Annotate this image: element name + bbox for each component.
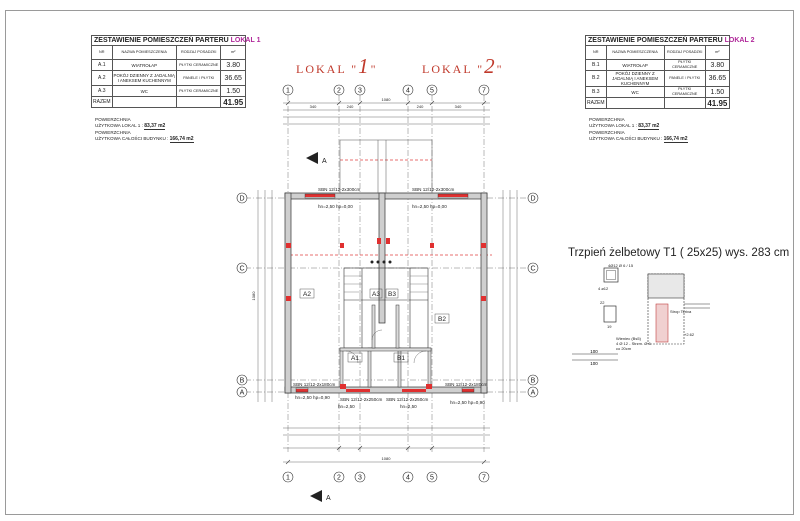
- table-title-text: ZESTAWIENIE POMIESZCZEŃ PARTERU: [94, 37, 229, 44]
- header-nr: NR: [92, 46, 113, 60]
- cell-area: 36.65: [705, 71, 729, 87]
- lintel-height: hn=2,50 hp=0,00: [412, 204, 447, 209]
- dimension-value: 240: [346, 104, 354, 109]
- lintel-label: SBN 12/12-2x300cm: [318, 187, 361, 192]
- axis-bubble: [403, 472, 413, 482]
- axis-label: 7: [482, 87, 486, 95]
- room-label-b1: [394, 353, 408, 362]
- cell-nr: B.3: [586, 87, 607, 98]
- header-nr: NR: [586, 46, 607, 60]
- room-label-text: A1: [351, 355, 359, 362]
- axis-label: 3: [358, 87, 362, 95]
- room-label-text: A3: [372, 291, 380, 298]
- lintel-height: hn=2,50 hp=0,90: [450, 400, 485, 405]
- lintel-label: SBN 12/12-2x180cm: [445, 382, 488, 387]
- cell-floor: PŁYTKI CERAMICZNE: [176, 86, 220, 97]
- cell-floor: PŁYTKI CERAMICZNE: [664, 60, 705, 71]
- axis-label: D: [530, 195, 536, 203]
- detail-label: 22: [600, 300, 605, 305]
- cell-name: POKÓJ DZIENNY Z JADALNIĄ I ANEKSEM KUCHENNYM: [112, 71, 176, 86]
- note-line: POWIERZCHNIA: [589, 129, 625, 135]
- cell-floor: PANELE / PŁYTKI: [176, 71, 220, 86]
- section-label: A: [322, 158, 327, 165]
- room-label-a2: [300, 289, 314, 298]
- dimension-labels: [251, 97, 462, 461]
- axis-label: 5: [430, 87, 434, 95]
- axis-bubble: [427, 85, 437, 95]
- dimension-value: 1080: [251, 291, 256, 301]
- axis-bubble: [237, 193, 247, 203]
- room-label-b2: [435, 314, 449, 323]
- note-label: UŻYTKOWA CAŁOŚCI BUDYNKU :: [95, 136, 169, 142]
- lintel-label: SBN 12/12-2x250cm: [340, 397, 383, 402]
- axis-label: A: [239, 389, 245, 397]
- lintel-label: SBN 12/12-2x300cm: [412, 187, 455, 192]
- axis-label: C: [530, 265, 536, 273]
- column-section: [604, 268, 618, 282]
- axis-bubble: [427, 472, 437, 482]
- axis-label: 2: [337, 87, 341, 95]
- axis-bubbles-top: [283, 85, 489, 95]
- cell-nr: B.2: [586, 71, 607, 87]
- note-label: UŻYTKOWA LOKAL 1 :: [95, 123, 143, 129]
- table-title-lokal: LOKAL 1: [230, 37, 261, 44]
- cell-total-label: RAZEM: [92, 97, 113, 108]
- note-line: POWIERZCHNIA: [95, 117, 131, 122]
- axis-bubble: [237, 375, 247, 385]
- axis-label: B: [239, 377, 245, 385]
- note-label: UŻYTKOWA LOKAL 1 :: [589, 123, 637, 129]
- detail-label: Wieniec (Bs5): [616, 336, 641, 341]
- cell-nr: A.2: [92, 71, 113, 86]
- lintel-height: hn=2,50: [338, 404, 355, 409]
- lokal-word: LOKAL: [422, 62, 473, 76]
- cell-total: 41.95: [221, 97, 246, 108]
- column-detail-title: Trzpień żelbetowy T1 ( 25x25) wys. 283 cm: [568, 247, 790, 259]
- entrance-porch: [340, 140, 432, 193]
- lokal-1-label: LOKAL "1": [296, 54, 378, 78]
- note-line: POWIERZCHNIA: [589, 117, 625, 122]
- detail-label: 4 ø12: [598, 286, 609, 291]
- note-value: 166,74 m2: [663, 136, 688, 143]
- axis-bubble: [237, 387, 247, 397]
- axis-bubble: [479, 85, 489, 95]
- axis-label: 4: [406, 87, 410, 95]
- header-floor: RODZAJ POSADZKI: [664, 46, 705, 60]
- axis-bubbles-left: [237, 193, 247, 397]
- lokal-2-label: LOKAL "2": [422, 54, 504, 78]
- dimension-value: 240: [416, 104, 424, 109]
- lokal-number: 1: [358, 54, 371, 78]
- cell-area: 1.50: [221, 86, 246, 97]
- cell-nr: A.3: [92, 86, 113, 97]
- table-title-text: ZESTAWIENIE POMIESZCZEŃ PARTERU: [588, 37, 723, 44]
- axis-bubble: [528, 375, 538, 385]
- scale-label: 100: [590, 349, 598, 354]
- header-floor: RODZAJ POSADZKI: [176, 46, 220, 60]
- header-area: m²: [221, 46, 246, 60]
- axis-bubble: [528, 387, 538, 397]
- lintel-height: hn=2,50 hp=0,00: [318, 204, 353, 209]
- axis-label: 4: [406, 474, 410, 482]
- note-value: 83,37 m2: [144, 123, 166, 130]
- cell-nr: B.1: [586, 60, 607, 71]
- stair-core: [344, 268, 428, 348]
- cell-name: WC: [606, 87, 664, 98]
- room-label-text: A2: [303, 291, 311, 298]
- detail-label: Strop Teriva: [670, 309, 692, 314]
- room-label-b3: [386, 289, 398, 298]
- cell-name: WC: [112, 86, 176, 97]
- detail-label: 19: [607, 324, 612, 329]
- axis-label: 1: [286, 87, 290, 95]
- axis-label: D: [239, 195, 245, 203]
- column-detail: [560, 260, 760, 370]
- cell-total-label: RAZEM: [586, 98, 607, 109]
- cell-floor: PANELE / PŁYTKI: [664, 71, 705, 87]
- cell-area: 36.65: [221, 71, 246, 86]
- axis-label: 5: [430, 474, 434, 482]
- axis-bubble: [528, 263, 538, 273]
- lintel-label: SBN 12/12-2x180cm: [293, 382, 336, 387]
- axis-bubble: [334, 472, 344, 482]
- detail-label: 4Ø12 Ø 6 / 15: [608, 263, 634, 268]
- lintel-label: SBN 12/12-2x250cm: [386, 397, 429, 402]
- header-name: NAZWA POMIESZCZENIA: [606, 46, 664, 60]
- note-value: 83,37 m2: [638, 123, 660, 130]
- room-label-text: B3: [388, 291, 396, 298]
- lintel-height: hn=2,50: [400, 404, 417, 409]
- axis-label: B: [530, 377, 536, 385]
- cell-total: 41.95: [705, 98, 729, 109]
- cell-floor: PŁYTKI CERAMICZNE: [664, 87, 705, 98]
- detail-label: +2.62: [684, 332, 695, 337]
- detail-label: co 20cm: [616, 346, 632, 351]
- axis-label: A: [530, 389, 536, 397]
- cell-name: WIATROŁAP: [606, 60, 664, 71]
- lokal-number: 2: [484, 54, 497, 78]
- scale-label: 100: [590, 361, 598, 366]
- partitions: [340, 305, 431, 387]
- axis-bubbles-bottom: [283, 472, 489, 482]
- cell-name: POKÓJ DZIENNY Z JADALNIĄ I ANEKSEM KUCHENNYM: [606, 71, 664, 87]
- cell-floor: PŁYTKI CERAMICZNE: [176, 60, 220, 71]
- header-area: m²: [705, 46, 729, 60]
- dimension-value: 340: [454, 104, 462, 109]
- cell-area: 3.80: [221, 60, 246, 71]
- dimension-chains: [258, 103, 517, 462]
- axis-bubble: [479, 472, 489, 482]
- table-title-lokal: LOKAL 2: [724, 37, 755, 44]
- rebar-shape: [604, 306, 616, 322]
- axis-bubble: [283, 472, 293, 482]
- note-line: POWIERZCHNIA: [95, 129, 131, 135]
- scale-bar: [572, 349, 618, 366]
- axis-bubble: [355, 85, 365, 95]
- axis-bubble: [355, 472, 365, 482]
- lokal-word: LOKAL: [296, 62, 347, 76]
- detail-label: 4 Ø 12 - Strzm. Ø 6: [616, 341, 651, 346]
- axis-bubble: [237, 263, 247, 273]
- note-label: UŻYTKOWA CAŁOŚCI BUDYNKU :: [589, 136, 663, 142]
- axis-label: 7: [482, 474, 486, 482]
- dimension-value: 1080: [381, 97, 391, 102]
- axis-label: 3: [358, 474, 362, 482]
- room-label-text: B2: [438, 316, 446, 323]
- section-label: A: [326, 495, 331, 502]
- cell-area: 1.50: [705, 87, 729, 98]
- cell-area: 3.80: [705, 60, 729, 71]
- axis-bubble: [334, 85, 344, 95]
- axis-bubble: [403, 85, 413, 95]
- axis-label: 2: [337, 474, 341, 482]
- header-name: NAZWA POMIESZCZENIA: [112, 46, 176, 60]
- axis-bubbles-right: [528, 193, 538, 397]
- axis-label: C: [239, 265, 245, 273]
- note-value: 166,74 m2: [169, 136, 194, 143]
- dimension-value: 1080: [381, 456, 391, 461]
- axis-bubble: [528, 193, 538, 203]
- axis-label: 1: [286, 474, 290, 482]
- axis-bubble: [283, 85, 293, 95]
- cell-nr: A.1: [92, 60, 113, 71]
- lintel-height: hn=2,50 hp=0,90: [295, 395, 330, 400]
- cell-name: WIATROŁAP: [112, 60, 176, 71]
- room-label-text: B1: [397, 355, 405, 362]
- dimension-value: 340: [309, 104, 317, 109]
